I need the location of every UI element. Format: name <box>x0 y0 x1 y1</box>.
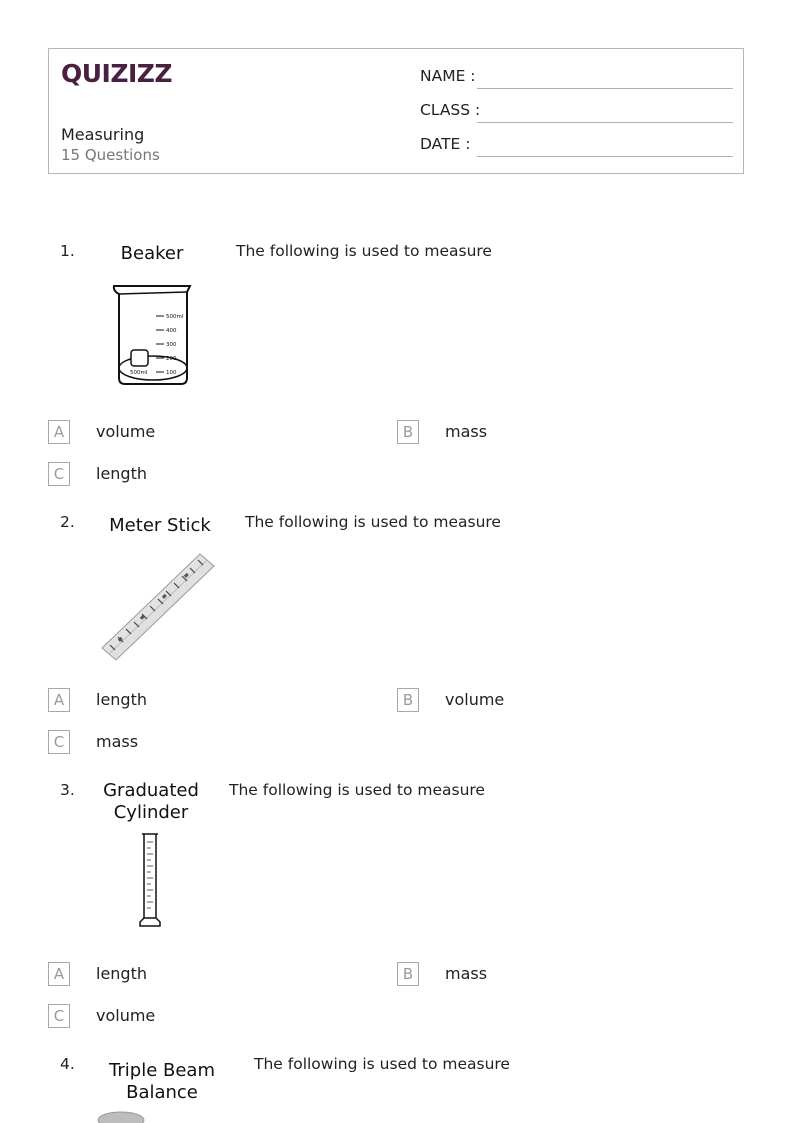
class-line[interactable] <box>477 122 733 123</box>
image-caption-line-1: Triple Beam <box>109 1060 215 1081</box>
image-caption <box>100 1060 224 1104</box>
graduated-cylinder-icon <box>136 832 164 930</box>
option-a-box[interactable]: A <box>48 688 70 712</box>
beaker-mark-400: 400 <box>166 328 177 334</box>
beaker-mark-100: 100 <box>166 370 177 376</box>
class-field[interactable] <box>420 101 733 123</box>
image-caption <box>92 780 210 824</box>
option-c-box[interactable]: C <box>48 1004 70 1028</box>
image-caption-line-2: Cylinder <box>113 802 189 823</box>
date-label: DATE : <box>420 135 471 153</box>
option-c-text[interactable]: volume <box>96 1006 156 1025</box>
option-a-box[interactable]: A <box>48 420 70 444</box>
option-a-box[interactable]: A <box>48 962 70 986</box>
beaker-mark-500: 500ml <box>166 314 184 320</box>
option-c-box[interactable]: C <box>48 462 70 486</box>
date-field[interactable] <box>420 135 733 157</box>
date-line[interactable] <box>477 156 733 157</box>
beaker-mark-300: 300 <box>166 342 177 348</box>
name-line[interactable] <box>477 88 733 89</box>
image-caption: Beaker <box>120 243 184 264</box>
worksheet-title: Measuring <box>61 125 145 144</box>
option-b-text[interactable]: volume <box>445 690 505 709</box>
name-label: NAME : <box>420 67 476 85</box>
question-text: The following is used to measure <box>254 1055 510 1073</box>
option-b-text[interactable]: mass <box>445 964 488 983</box>
option-c-text[interactable]: length <box>96 464 147 483</box>
balance-pan-icon <box>97 1110 147 1123</box>
meter-stick-icon <box>100 552 218 662</box>
image-caption: Meter Stick <box>109 515 211 536</box>
option-b-text[interactable]: mass <box>445 422 488 441</box>
question-number: 4. <box>60 1055 75 1073</box>
question-number: 1. <box>60 242 75 260</box>
question-text: The following is used to measure <box>229 781 485 799</box>
option-a-text[interactable]: length <box>96 964 147 983</box>
beaker-icon <box>110 282 196 388</box>
option-a-text[interactable]: length <box>96 690 147 709</box>
image-caption-line-2: Balance <box>126 1082 198 1103</box>
image-caption-line-1: Graduated <box>103 780 199 801</box>
worksheet-header <box>48 48 744 174</box>
beaker-mark-200: 200 <box>166 356 177 362</box>
question-number: 3. <box>60 781 75 799</box>
quizizz-logo: QUIZIZZ <box>61 59 173 88</box>
class-label: CLASS : <box>420 101 481 119</box>
option-a-text[interactable]: volume <box>96 422 156 441</box>
question-text: The following is used to measure <box>245 513 501 531</box>
option-b-box[interactable]: B <box>397 420 419 444</box>
beaker-capacity-label: 500ml <box>130 370 148 376</box>
question-number: 2. <box>60 513 75 531</box>
name-field[interactable] <box>420 67 733 89</box>
option-c-text[interactable]: mass <box>96 732 139 751</box>
option-b-box[interactable]: B <box>397 962 419 986</box>
question-text: The following is used to measure <box>236 242 492 260</box>
option-c-box[interactable]: C <box>48 730 70 754</box>
question-count: 15 Questions <box>61 146 160 164</box>
option-b-box[interactable]: B <box>397 688 419 712</box>
